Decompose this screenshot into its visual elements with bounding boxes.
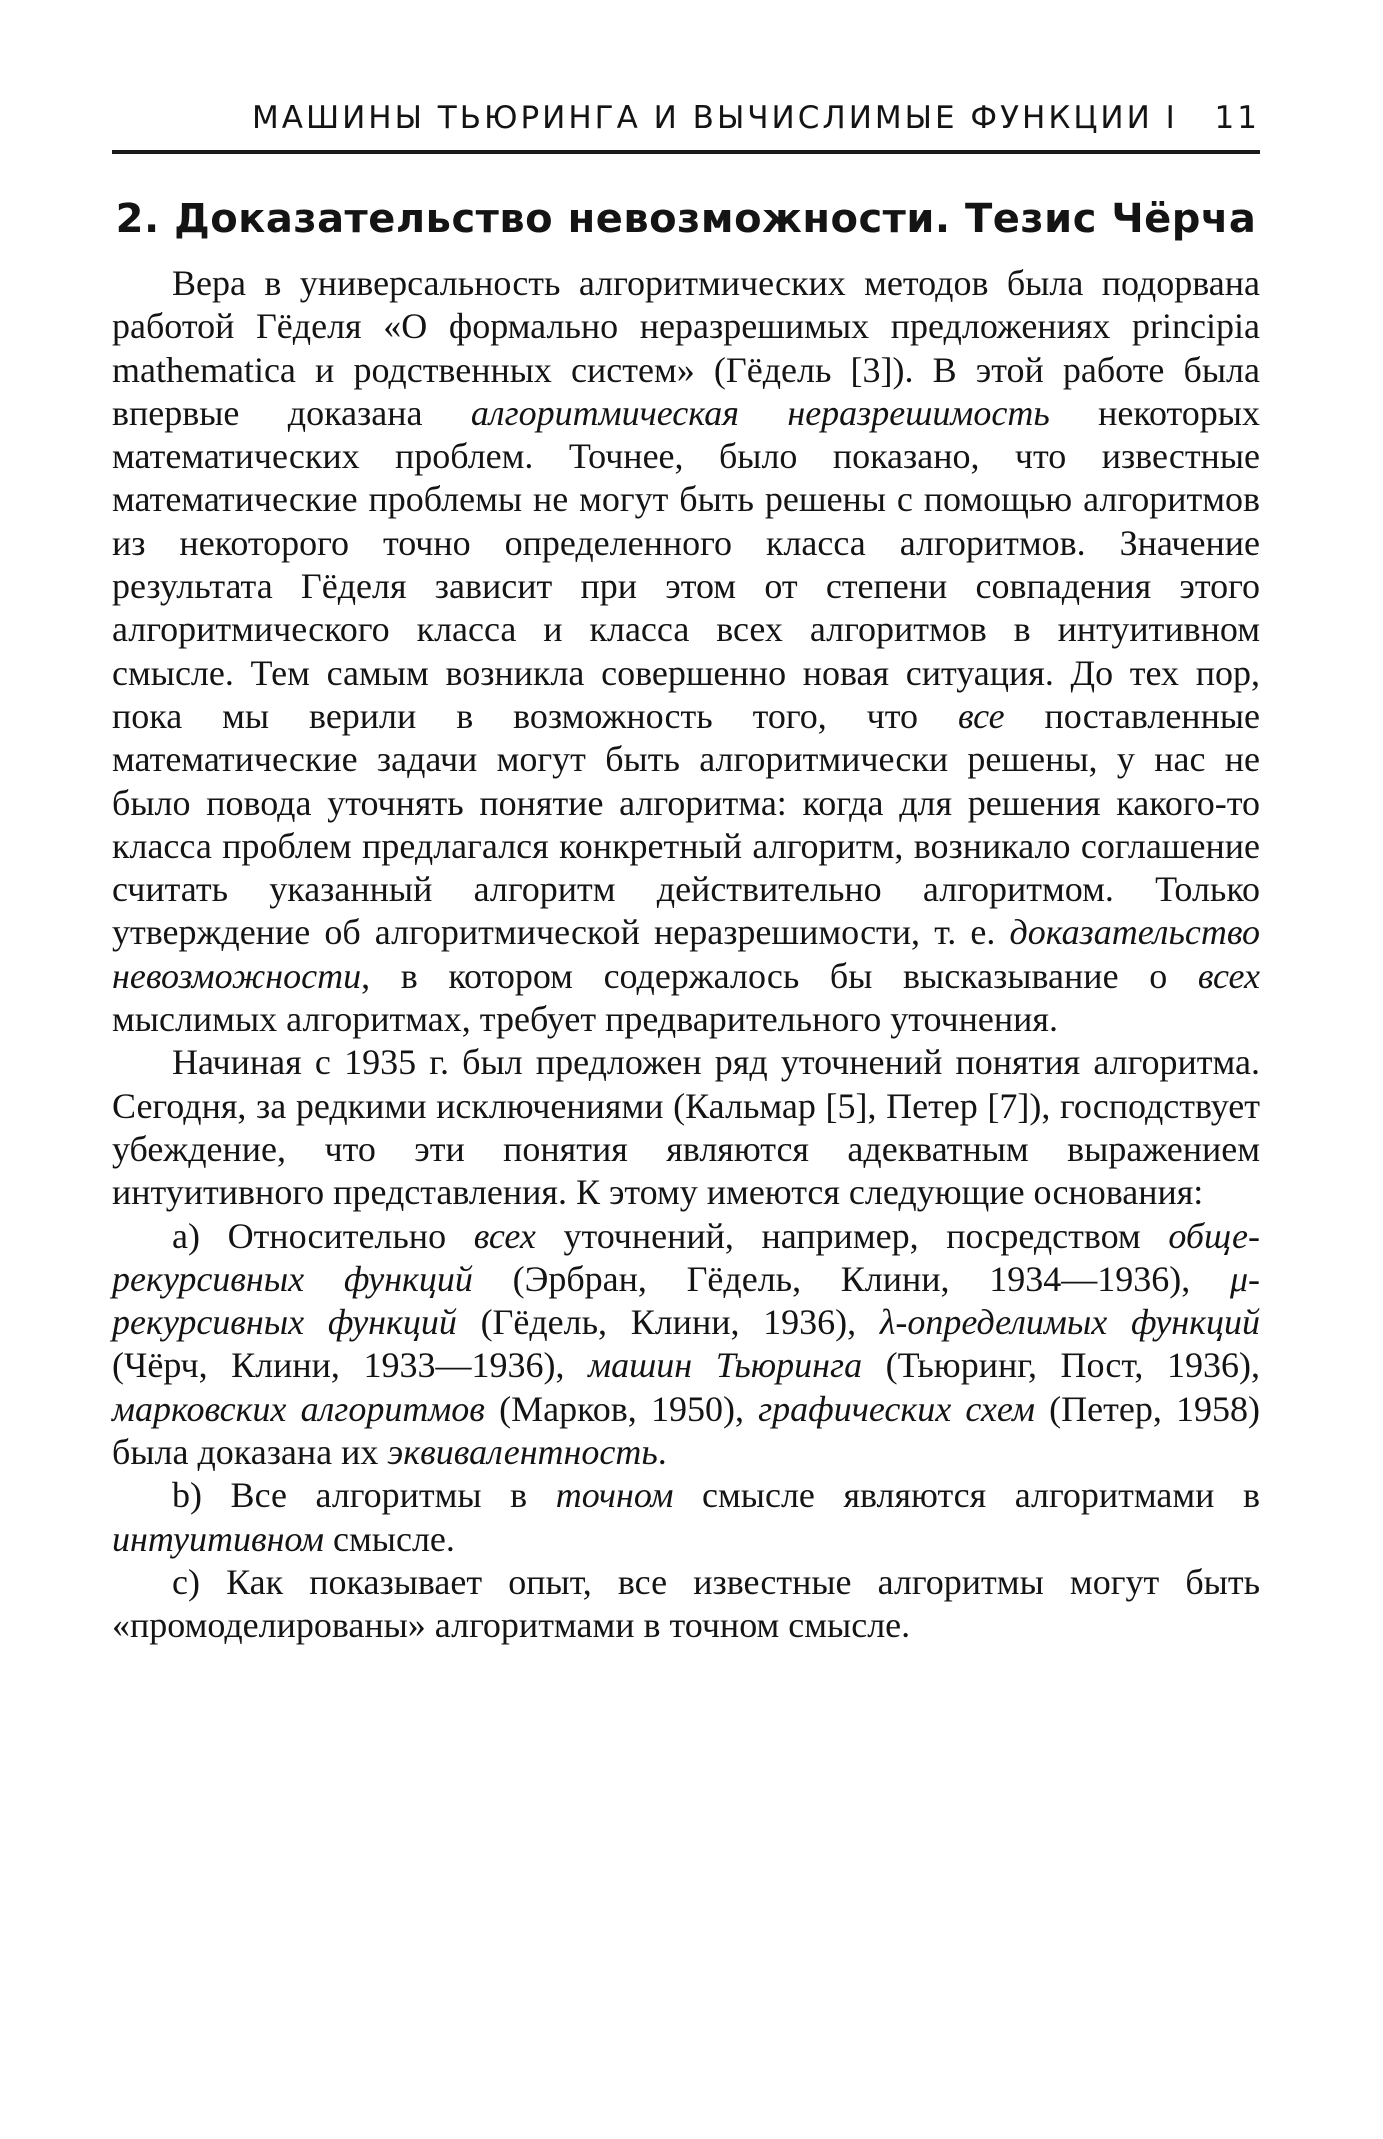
page-number: 11 [1214,100,1260,136]
emphasis: все [957,695,1005,736]
running-title: МАШИНЫ ТЬЮРИНГА И ВЫЧИСЛИМЫЕ ФУНКЦИИ I [252,100,1178,136]
emphasis: всех [473,1215,536,1256]
emphasis: обще-рекурсивных функций [112,1215,1260,1299]
list-item-b: b) Все алгоритмы в точном смысле являются алгоритмами в интуитивном смысле. [112,1475,1260,1559]
list-item-a: а) Относительно всех уточнений, например, посредством обще-рекурсивных функций (Эрбран, Гёдель, Клини, 1934—1936), μ-рекурсивных функций (Гёдель, Клини, 1936), λ-определимых функций (Чёрч, Клини, 1933—1936), машин Тьюринга (Тьюринг, Пост, 1936), марковских алгоритмов (Марков, 1950), графических схем (Петер, 1958) была доказана их эквивалентность. [112,1215,1261,1473]
section-title: 2. Доказательство невозможности. Тезис Чёрча [115,196,1257,242]
emphasis: доказательство невозможности [112,912,1260,996]
emphasis: λ-определимых функций [879,1302,1260,1343]
emphasis: интуитивном [112,1518,325,1559]
emphasis: марковских алгоритмов [112,1388,485,1429]
emphasis: машин Тьюринга [588,1345,863,1386]
header-rule [112,150,1260,154]
emphasis: всех [1197,955,1260,996]
list-item-c: с) Как показывает опыт, все известные алгоритмы могут быть «промоделированы» алгоритмами в точном смысле. [112,1561,1260,1646]
emphasis: алгоритмическая неразрешимость [470,392,1050,433]
body-text [112,262,1260,1648]
emphasis: μ-рекурсивных функций [112,1258,1261,1343]
paragraph-1: Вера в универсальность алгоритмических методов была подорвана работой Гёделя «О формально неразрешимых предложениях principia mathematica и родственных систем» (Гёдель [3]). В этой работе была впервые доказана алгоритмическая неразрешимость некоторых математических проблем. Точнее, было показано, что известные математические проблемы не могут быть решены с помощью алгоритмов из некоторого точно определенного класса алгоритмов. Значение результата Гёделя зависит при этом от степени совпадения этого алгоритмического класса и класса всех алгоритмов в интуитивном смысле. Тем самым возникла совершенно новая ситуация. До тех пор, пока мы верили в возможность того, что все поставленные математические задачи могут быть алгоритмически решены, у нас не было повода уточнять понятие алгоритма: когда для решения какого-то класса проблем предлагался конкретный алгоритм, возникало соглашение считать указанный алгоритм действительно алгоритмом. Только утверждение об алгоритмической неразрешимости, т. е. доказательство невозможности, в котором содержалось бы высказывание о всех мыслимых алгоритмах, требует предварительного уточнения. [112,263,1260,1040]
emphasis: эквивалентность [387,1432,658,1473]
paragraph-2: Начиная с 1935 г. был предложен ряд уточнений понятия алгоритма. Сегодня, за редкими исключениями (Кальмар [5], Петер [7]), господствует убеждение, что эти понятия являются адекватным выражением интуитивного представления. К этому имеются следующие основания: [112,1042,1260,1213]
emphasis: графических схем [758,1388,1035,1429]
emphasis: точном [555,1475,674,1516]
